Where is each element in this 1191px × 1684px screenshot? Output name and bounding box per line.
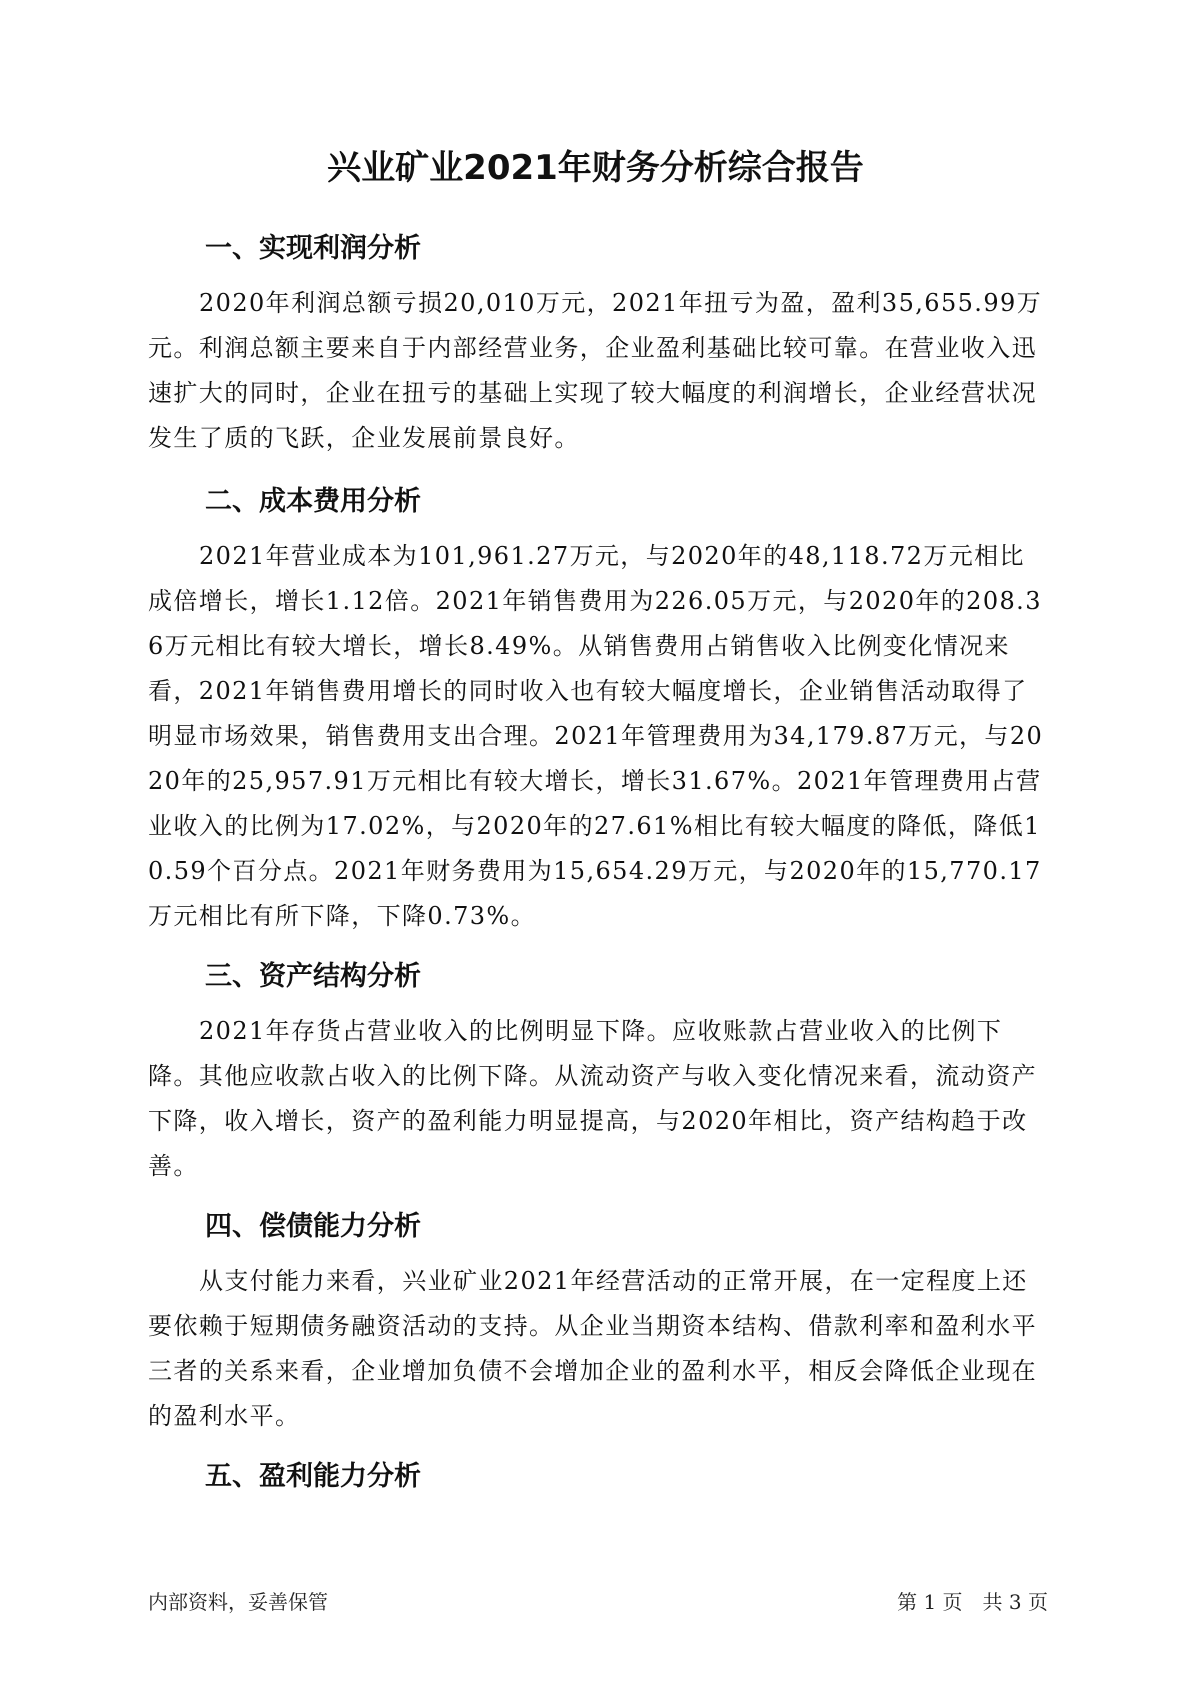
- section-asset-structure-analysis: [148, 957, 1048, 1189]
- footer-page-number: 第 1 页 共 3 页: [897, 1590, 1048, 1614]
- section-cost-analysis: [148, 482, 1048, 939]
- section-body: 2020年利润总额亏损20,010万元，2021年扭亏为盈，盈利35,655.99万元。利润总额主要来自于内部经营业务，企业盈利基础比较可靠。在营业收入迅速扩大的同时，企业在扭亏的基础上实现了较大幅度的利润增长，企业经营状况发生了质的飞跃，企业发展前景良好。: [148, 289, 1043, 452]
- section-heading: 五、盈利能力分析: [205, 1461, 421, 1492]
- section-body: 从支付能力来看，兴业矿业2021年经营活动的正常开展，在一定程度上还要依赖于短期债务融资活动的支持。从企业当期资本结构、借款利率和盈利水平三者的关系来看，企业增加负债不会增加企业的盈利水平，相反会降低企业现在的盈利水平。: [148, 1267, 1037, 1430]
- section-body: 2021年存货占营业收入的比例明显下降。应收账款占营业收入的比例下降。其他应收款占收入的比例下降。从流动资产与收入变化情况来看，流动资产下降，收入增长，资产的盈利能力明显提高，与2020年相比，资产结构趋于改善。: [148, 1017, 1037, 1180]
- section-heading: 二、成本费用分析: [205, 486, 421, 517]
- section-profit-analysis: [148, 229, 1048, 461]
- footer-confidential-note: 内部资料，妥善保管: [148, 1590, 328, 1614]
- section-heading: 三、资产结构分析: [205, 961, 421, 992]
- section-profitability-analysis: [148, 1457, 1048, 1497]
- section-body: 2021年营业成本为101,961.27万元，与2020年的48,118.72万元相比成倍增长，增长1.12倍。2021年销售费用为226.05万元，与2020年的208.36万元相比有较大增长，增长8.49%。从销售费用占销售收入比例变化情况来看，2021年销售费用增长的同时收入也有较大幅度增长，企业销售活动取得了明显市场效果，销售费用支出合理。2021年管理费用为34,179.87万元，与2020年的25,957.91万元相比有较大增长，增长31.67%。2021年管理费用占营业收入的比例为17.02%，与2020年的27.61%相比有较大幅度的降低，降低10.59个百分点。2021年财务费用为15,654.29万元，与2020年的15,770.17万元相比有所下降，下降0.73%。: [148, 542, 1044, 930]
- section-heading: 一、实现利润分析: [205, 233, 421, 264]
- section-heading: 四、偿债能力分析: [205, 1211, 421, 1242]
- document-title: 兴业矿业2021年财务分析综合报告: [327, 148, 864, 188]
- section-solvency-analysis: [148, 1207, 1048, 1439]
